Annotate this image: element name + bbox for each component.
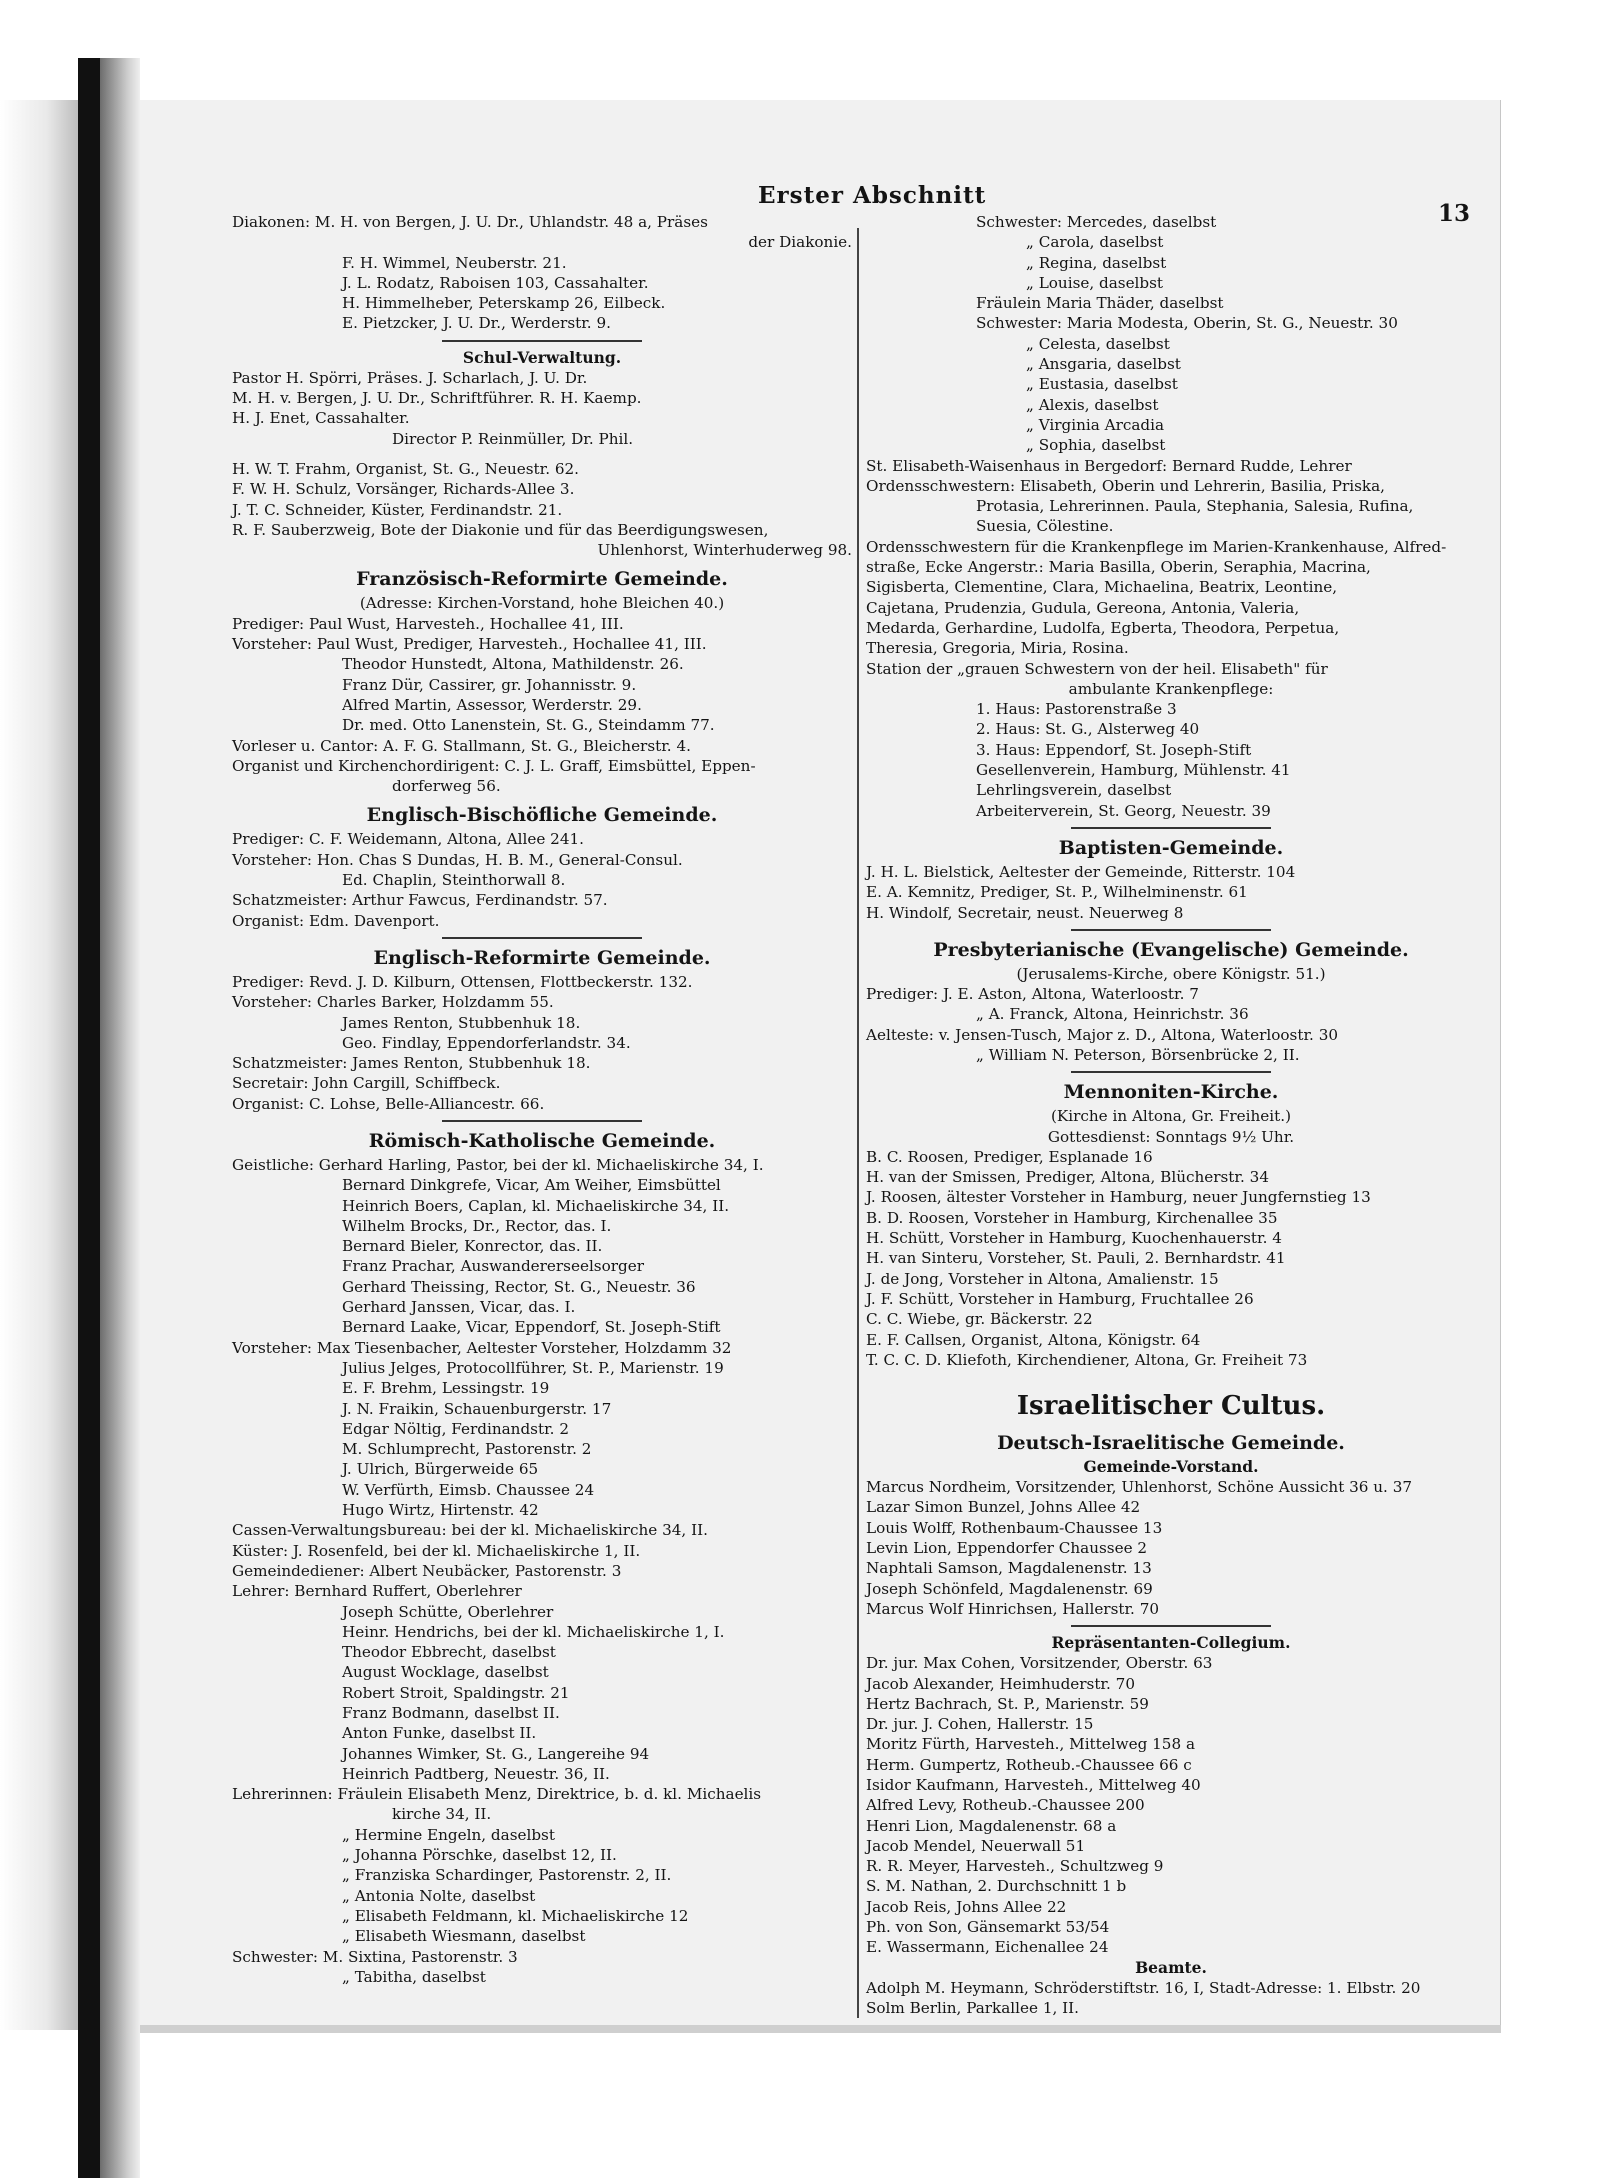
text-line: Station der „grauen Schwestern von der heil. Elisabeth" für bbox=[866, 659, 1328, 678]
text-line: Marcus Nordheim, Vorsitzender, Uhlenhorst, Schöne Aussicht 36 u. 37 bbox=[866, 1478, 1413, 1497]
text-line: Uhlenhorst, Winterhuderweg 98. bbox=[597, 541, 852, 560]
text-line: Ordensschwestern: Elisabeth, Oberin und Lehrerin, Basilia, Priska, bbox=[866, 476, 1386, 495]
text-line: Herm. Gumpertz, Rotheub.-Chaussee 66 c bbox=[866, 1755, 1192, 1774]
text-line: R. R. Meyer, Harvesteh., Schultzweg 9 bbox=[866, 1857, 1164, 1876]
section-heading: Israelitischer Cultus. bbox=[1016, 1391, 1326, 1422]
text-line: J. Roosen, ältester Vorsteher in Hamburg, neuer Jungfernstieg 13 bbox=[866, 1188, 1371, 1207]
text-line: Adolph M. Heymann, Schröderstiftstr. 16, I, Stadt-Adresse: 1. Elbstr. 20 bbox=[866, 1978, 1421, 1997]
text-line: Prediger: J. E. Aston, Altona, Waterloostr. 7 bbox=[866, 985, 1199, 1004]
section-heading: Presbyterianische (Evangelische) Gemeinde. bbox=[933, 938, 1409, 961]
text-line: Edgar Nöltig, Ferdinandstr. 2 bbox=[342, 1419, 569, 1438]
text-line: Bernard Bieler, Konrector, das. II. bbox=[342, 1237, 603, 1256]
text-line: Schatzmeister: Arthur Fawcus, Ferdinandstr. 57. bbox=[232, 891, 608, 910]
column-divider bbox=[857, 228, 859, 2018]
text-line: Vorsteher: Max Tiesenbacher, Aeltester Vorsteher, Holzdamm 32 bbox=[232, 1338, 732, 1357]
text-line: Gottesdienst: Sonntags 9½ Uhr. bbox=[1047, 1127, 1295, 1146]
text-line: Lehrerinnen: Fräulein Elisabeth Menz, Direktrice, b. d. kl. Michaelis bbox=[232, 1785, 762, 1804]
text-line: Suesia, Cölestine. bbox=[976, 517, 1114, 536]
text-line: Lazar Simon Bunzel, Johns Allee 42 bbox=[866, 1498, 1141, 1517]
text-line: Heinr. Hendrichs, bei der kl. Michaeliskirche 1, I. bbox=[342, 1622, 725, 1641]
text-line: Jacob Mendel, Neuerwall 51 bbox=[866, 1836, 1086, 1855]
text-line: „ Johanna Pörschke, daselbst 12, II. bbox=[342, 1846, 617, 1865]
text-line: August Wocklage, daselbst bbox=[342, 1663, 549, 1682]
text-line: Wilhelm Brocks, Dr., Rector, das. I. bbox=[342, 1216, 612, 1235]
text-line: Franz Bodmann, daselbst II. bbox=[342, 1704, 560, 1722]
text-line: Hugo Wirtz, Hirtenstr. 42 bbox=[342, 1501, 539, 1520]
text-line: „ Regina, daselbst bbox=[1026, 253, 1167, 272]
section-rule bbox=[442, 937, 642, 939]
text-line: H. Himmelheber, Peterskamp 26, Eilbeck. bbox=[342, 294, 666, 313]
text-line: Cajetana, Prudenzia, Gudula, Gereona, Antonia, Valeria, bbox=[866, 598, 1300, 617]
text-line: Robert Stroit, Spaldingstr. 21 bbox=[342, 1683, 570, 1702]
section-rule bbox=[1071, 1625, 1271, 1627]
text-line: „ Tabitha, daselbst bbox=[342, 1967, 486, 1986]
text-line: Director P. Reinmüller, Dr. Phil. bbox=[392, 429, 634, 448]
text-line: „ Eustasia, daselbst bbox=[1026, 375, 1178, 394]
text-line: „ Antonia Nolte, daselbst bbox=[342, 1886, 536, 1905]
text-line: Gesellenverein, Hamburg, Mühlenstr. 41 bbox=[976, 761, 1291, 780]
text-line: H. Schütt, Vorsteher in Hamburg, Kuochenhauerstr. 4 bbox=[866, 1229, 1282, 1248]
text-line: „ Sophia, daselbst bbox=[1026, 436, 1166, 455]
text-line: dorferweg 56. bbox=[392, 777, 501, 796]
text-line: „ Hermine Engeln, daselbst bbox=[342, 1825, 555, 1844]
text-line: W. Verfürth, Eimsb. Chaussee 24 bbox=[342, 1480, 595, 1499]
text-line: Moritz Fürth, Harvesteh., Mittelweg 158 a bbox=[866, 1735, 1196, 1754]
text-line: Alfred Levy, Rotheub.-Chaussee 200 bbox=[866, 1796, 1145, 1815]
text-line: Gerhard Theissing, Rector, St. G., Neuestr. 36 bbox=[342, 1277, 696, 1296]
text-line: James Renton, Stubbenhuk 18. bbox=[342, 1013, 581, 1032]
text-line: Hertz Bachrach, St. P., Marienstr. 59 bbox=[866, 1694, 1149, 1713]
left-column bbox=[232, 212, 852, 1987]
binding-shadow bbox=[100, 58, 140, 2178]
text-line: „ Elisabeth Wiesmann, daselbst bbox=[342, 1927, 586, 1946]
text-line: J. Ulrich, Bürgerweide 65 bbox=[342, 1460, 539, 1479]
text-line: „ Celesta, daselbst bbox=[1026, 334, 1170, 353]
text-line: Ordensschwestern für die Krankenpflege im Marien-Krankenhause, Alfred- bbox=[866, 537, 1447, 556]
text-line: Naphtali Samson, Magdalenenstr. 13 bbox=[866, 1559, 1152, 1578]
section-rule bbox=[1071, 827, 1271, 829]
text-line: Aelteste: v. Jensen-Tusch, Major z. D., Altona, Waterloostr. 30 bbox=[866, 1025, 1339, 1044]
text-line: J. F. Schütt, Vorsteher in Hamburg, Fruchtallee 26 bbox=[866, 1289, 1254, 1308]
text-line: Jacob Reis, Johns Allee 22 bbox=[866, 1897, 1067, 1916]
section-heading: Deutsch-Israelitische Gemeinde. bbox=[997, 1432, 1345, 1455]
text-line: J. N. Fraikin, Schauenburgerstr. 17 bbox=[342, 1399, 612, 1418]
text-line: Ed. Chaplin, Steinthorwall 8. bbox=[342, 871, 566, 890]
text-line: „ Elisabeth Feldmann, kl. Michaeliskirche 12 bbox=[342, 1906, 689, 1925]
adjacent-page-edge bbox=[0, 100, 78, 2030]
text-line: Dr. jur. J. Cohen, Hallerstr. 15 bbox=[866, 1715, 1094, 1734]
text-line: Organist: Edm. Davenport. bbox=[232, 911, 440, 930]
text-line: „ Carola, daselbst bbox=[1026, 233, 1164, 252]
text-line: 1. Haus: Pastorenstraße 3 bbox=[976, 700, 1177, 719]
text-line: H. Windolf, Secretair, neust. Neuerweg 8 bbox=[866, 903, 1184, 922]
text-line: M. Schlumprecht, Pastorenstr. 2 bbox=[342, 1440, 592, 1459]
text-line: Heinrich Boers, Caplan, kl. Michaeliskirche 34, II. bbox=[342, 1196, 730, 1215]
right-column bbox=[866, 212, 1476, 2018]
text-line: Heinrich Padtberg, Neuestr. 36, II. bbox=[342, 1764, 610, 1783]
text-line: Franz Dür, Cassirer, gr. Johannisstr. 9. bbox=[342, 675, 637, 694]
text-line: Fräulein Maria Thäder, daselbst bbox=[976, 294, 1224, 313]
text-line: Medarda, Gerhardine, Ludolfa, Egberta, Theodora, Perpetua, bbox=[866, 618, 1340, 637]
text-line: Jacob Alexander, Heimhuderstr. 70 bbox=[866, 1674, 1136, 1693]
text-line: E. Wassermann, Eichenallee 24 bbox=[866, 1938, 1109, 1957]
text-line: H. van Sinteru, Vorsteher, St. Pauli, 2. Bernhardstr. 41 bbox=[866, 1249, 1286, 1268]
text-line: Küster: J. Rosenfeld, bei der kl. Michaeliskirche 1, II. bbox=[232, 1541, 641, 1560]
text-line: Organist und Kirchenchordirigent: C. J. L. Graff, Eimsbüttel, Eppen- bbox=[232, 756, 756, 775]
text-line: R. F. Sauberzweig, Bote der Diakonie und für das Beerdigungswesen, bbox=[232, 520, 769, 539]
text-line: 3. Haus: Eppendorf, St. Joseph-Stift bbox=[976, 740, 1252, 759]
text-line: J. de Jong, Vorsteher in Altona, Amalienstr. 15 bbox=[866, 1269, 1219, 1288]
text-line: Bernard Laake, Vicar, Eppendorf, St. Joseph-Stift bbox=[342, 1318, 721, 1337]
text-line: S. M. Nathan, 2. Durchschnitt 1 b bbox=[866, 1877, 1127, 1896]
section-header: Erster Abschnitt bbox=[758, 182, 987, 209]
subsection-heading: Gemeinde-Vorstand. bbox=[1083, 1457, 1259, 1477]
text-line: „ A. Franck, Altona, Heinrichstr. 36 bbox=[976, 1005, 1249, 1024]
text-line: C. C. Wiebe, gr. Bäckerstr. 22 bbox=[866, 1310, 1093, 1329]
text-line: St. Elisabeth-Waisenhaus in Bergedorf: Bernard Rudde, Lehrer bbox=[866, 456, 1352, 475]
text-line: H. J. Enet, Cassahalter. bbox=[232, 409, 410, 428]
text-line: Julius Jelges, Protocollführer, St. P., Marienstr. 19 bbox=[342, 1358, 724, 1377]
text-line: Geo. Findlay, Eppendorferlandstr. 34. bbox=[342, 1033, 631, 1052]
text-line: Schwester: Maria Modesta, Oberin, St. G., Neuestr. 30 bbox=[976, 314, 1398, 333]
text-line: Joseph Schönfeld, Magdalenenstr. 69 bbox=[866, 1579, 1153, 1598]
text-line: Diakonen: M. H. von Bergen, J. U. Dr., Uhlandstr. 48 a, Präses bbox=[232, 213, 708, 231]
text-line: Johannes Wimker, St. G., Langereihe 94 bbox=[342, 1744, 650, 1763]
text-line: B. C. Roosen, Prediger, Esplanade 16 bbox=[866, 1147, 1153, 1166]
section-heading: Englisch-Reformirte Gemeinde. bbox=[373, 946, 711, 969]
text-line: Isidor Kaufmann, Harvesteh., Mittelweg 40 bbox=[866, 1776, 1201, 1794]
text-line: Theodor Hunstedt, Altona, Mathildenstr. 26. bbox=[342, 655, 684, 674]
text-line: H. van der Smissen, Prediger, Altona, Blücherstr. 34 bbox=[866, 1168, 1269, 1187]
section-heading: Mennoniten-Kirche. bbox=[1063, 1081, 1279, 1104]
text-line: Dr. med. Otto Lanenstein, St. G., Steindamm 77. bbox=[342, 716, 715, 735]
text-line: Arbeiterverein, St. Georg, Neuestr. 39 bbox=[976, 801, 1271, 820]
text-line: Ph. von Son, Gänsemarkt 53/54 bbox=[866, 1918, 1110, 1937]
text-line: Theodor Ebbrecht, daselbst bbox=[342, 1643, 556, 1662]
text-line: Schwester: M. Sixtina, Pastorenstr. 3 bbox=[232, 1947, 518, 1966]
text-line: Solm Berlin, Parkallee 1, II. bbox=[866, 1998, 1079, 2017]
text-line: Lehrer: Bernhard Ruffert, Oberlehrer bbox=[232, 1582, 522, 1601]
page-number: 13 bbox=[1438, 200, 1471, 227]
section-rule bbox=[1071, 1071, 1271, 1073]
text-line: E. F. Callsen, Organist, Altona, Königstr. 64 bbox=[866, 1330, 1201, 1349]
text-line: E. Pietzcker, J. U. Dr., Werderstr. 9. bbox=[342, 314, 611, 333]
section-rule bbox=[442, 340, 642, 342]
text-line: Schatzmeister: James Renton, Stubbenhuk 18. bbox=[232, 1054, 591, 1073]
text-line: Prediger: C. F. Weidemann, Altona, Allee 241. bbox=[232, 830, 584, 849]
text-line: Organist: C. Lohse, Belle-Alliancestr. 66. bbox=[232, 1094, 545, 1113]
text-line: Alfred Martin, Assessor, Werderstr. 29. bbox=[342, 695, 642, 714]
text-line: F. W. H. Schulz, Vorsänger, Richards-Allee 3. bbox=[232, 480, 575, 499]
text-line: Franz Prachar, Auswandererseelsorger bbox=[342, 1257, 644, 1276]
text-line: E. F. Brehm, Lessingstr. 19 bbox=[342, 1379, 550, 1398]
text-line: Gerhard Janssen, Vicar, das. I. bbox=[342, 1298, 576, 1317]
text-line: Marcus Wolf Hinrichsen, Hallerstr. 70 bbox=[866, 1599, 1160, 1618]
section-heading: Römisch-Katholische Gemeinde. bbox=[368, 1129, 716, 1152]
text-line: B. D. Roosen, Vorsteher in Hamburg, Kirchenallee 35 bbox=[866, 1208, 1278, 1227]
text-line: J. L. Rodatz, Raboisen 103, Cassahalter. bbox=[342, 273, 649, 292]
text-line: Secretair: John Cargill, Schiffbeck. bbox=[232, 1074, 501, 1093]
text-line: der Diakonie. bbox=[748, 233, 852, 252]
section-rule bbox=[442, 1120, 642, 1122]
section-rule bbox=[1071, 929, 1271, 931]
spacer bbox=[232, 449, 852, 459]
text-line: Cassen-Verwaltungsbureau: bei der kl. Michaeliskirche 34, II. bbox=[232, 1521, 708, 1540]
text-line: Prediger: Paul Wust, Harvesteh., Hochallee 41, III. bbox=[232, 614, 624, 633]
text-line: 2. Haus: St. G., Alsterweg 40 bbox=[976, 720, 1200, 739]
book-binding bbox=[78, 58, 100, 2178]
text-line: Pastor H. Spörri, Präses. J. Scharlach, J. U. Dr. bbox=[232, 368, 588, 387]
text-line: Gemeindediener: Albert Neubäcker, Pastorenstr. 3 bbox=[232, 1561, 622, 1580]
page-bottom-edge bbox=[140, 2025, 1501, 2033]
text-line: Vorsteher: Paul Wust, Prediger, Harvesteh., Hochallee 41, III. bbox=[232, 635, 707, 654]
text-line: Anton Funke, daselbst II. bbox=[342, 1724, 537, 1743]
text-line: Louis Wolff, Rothenbaum-Chaussee 13 bbox=[866, 1518, 1163, 1537]
text-line: „ William N. Peterson, Börsenbrücke 2, II. bbox=[976, 1045, 1300, 1064]
text-line: Bernard Dinkgrefe, Vicar, Am Weiher, Eimsbüttel bbox=[342, 1176, 721, 1195]
text-line: straße, Ecke Angerstr.: Maria Basilla, Oberin, Seraphia, Macrina, bbox=[866, 558, 1371, 577]
text-line: „ Franziska Schardinger, Pastorenstr. 2, II. bbox=[342, 1866, 672, 1885]
text-line: ambulante Krankenpflege: bbox=[1068, 679, 1274, 698]
text-line: „ Louise, daselbst bbox=[1026, 273, 1164, 292]
text-line: kirche 34, II. bbox=[392, 1805, 492, 1824]
text-line: Vorleser u. Cantor: A. F. G. Stallmann, St. G., Bleicherstr. 4. bbox=[232, 736, 691, 755]
text-line: Vorsteher: Charles Barker, Holzdamm 55. bbox=[232, 993, 554, 1012]
text-line: Sigisberta, Clementine, Clara, Michaelina, Beatrix, Leontine, bbox=[866, 578, 1338, 597]
subsection-heading: Beamte. bbox=[1135, 1957, 1207, 1977]
text-line: J. H. L. Bielstick, Aeltester der Gemeinde, Ritterstr. 104 bbox=[866, 862, 1296, 881]
section-heading: Französisch-Reformirte Gemeinde. bbox=[356, 568, 728, 591]
text-line: M. H. v. Bergen, J. U. Dr., Schriftführer. R. H. Kaemp. bbox=[232, 389, 642, 408]
text-line: Vorsteher: Hon. Chas S Dundas, H. B. M., General-Consul. bbox=[232, 850, 683, 869]
text-line: Joseph Schütte, Oberlehrer bbox=[342, 1602, 554, 1621]
text-line: (Adresse: Kirchen-Vorstand, hohe Bleichen 40.) bbox=[359, 594, 725, 613]
text-line: Protasia, Lehrerinnen. Paula, Stephania, Salesia, Rufina, bbox=[976, 497, 1414, 516]
section-heading: Englisch-Bischöfliche Gemeinde. bbox=[366, 804, 718, 827]
text-line: H. W. T. Frahm, Organist, St. G., Neuestr. 62. bbox=[232, 459, 580, 478]
text-line: „ Virginia Arcadia bbox=[1026, 415, 1165, 434]
text-line: Geistliche: Gerhard Harling, Pastor, bei der kl. Michaeliskirche 34, I. bbox=[232, 1155, 764, 1174]
subsection-heading: Repräsentanten-Collegium. bbox=[1051, 1633, 1291, 1653]
subsection-heading: Schul-Verwaltung. bbox=[462, 347, 622, 367]
text-line: Lehrlingsverein, daselbst bbox=[976, 781, 1172, 800]
text-line: „ Alexis, daselbst bbox=[1026, 395, 1159, 414]
text-line: Henri Lion, Magdalenenstr. 68 a bbox=[866, 1816, 1117, 1835]
text-line: Prediger: Revd. J. D. Kilburn, Ottensen, Flottbeckerstr. 132. bbox=[232, 972, 693, 991]
text-line: „ Ansgaria, daselbst bbox=[1026, 355, 1181, 374]
text-line: Schwester: Mercedes, daselbst bbox=[976, 213, 1217, 231]
text-line: J. T. C. Schneider, Küster, Ferdinandstr. 21. bbox=[232, 500, 563, 519]
text-line: Theresia, Gregoria, Miria, Rosina. bbox=[866, 639, 1129, 658]
text-line: T. C. C. D. Kliefoth, Kirchendiener, Altona, Gr. Freiheit 73 bbox=[866, 1350, 1308, 1369]
text-line: (Kirche in Altona, Gr. Freiheit.) bbox=[1050, 1107, 1292, 1126]
section-heading: Baptisten-Gemeinde. bbox=[1058, 836, 1284, 859]
text-line: F. H. Wimmel, Neuberstr. 21. bbox=[342, 253, 567, 272]
text-line: E. A. Kemnitz, Prediger, St. P., Wilhelminenstr. 61 bbox=[866, 883, 1248, 902]
text-line: Dr. jur. Max Cohen, Vorsitzender, Oberstr. 63 bbox=[866, 1654, 1213, 1673]
text-line: Levin Lion, Eppendorfer Chaussee 2 bbox=[866, 1539, 1148, 1558]
text-line: (Jerusalems-Kirche, obere Königstr. 51.) bbox=[1016, 964, 1326, 983]
